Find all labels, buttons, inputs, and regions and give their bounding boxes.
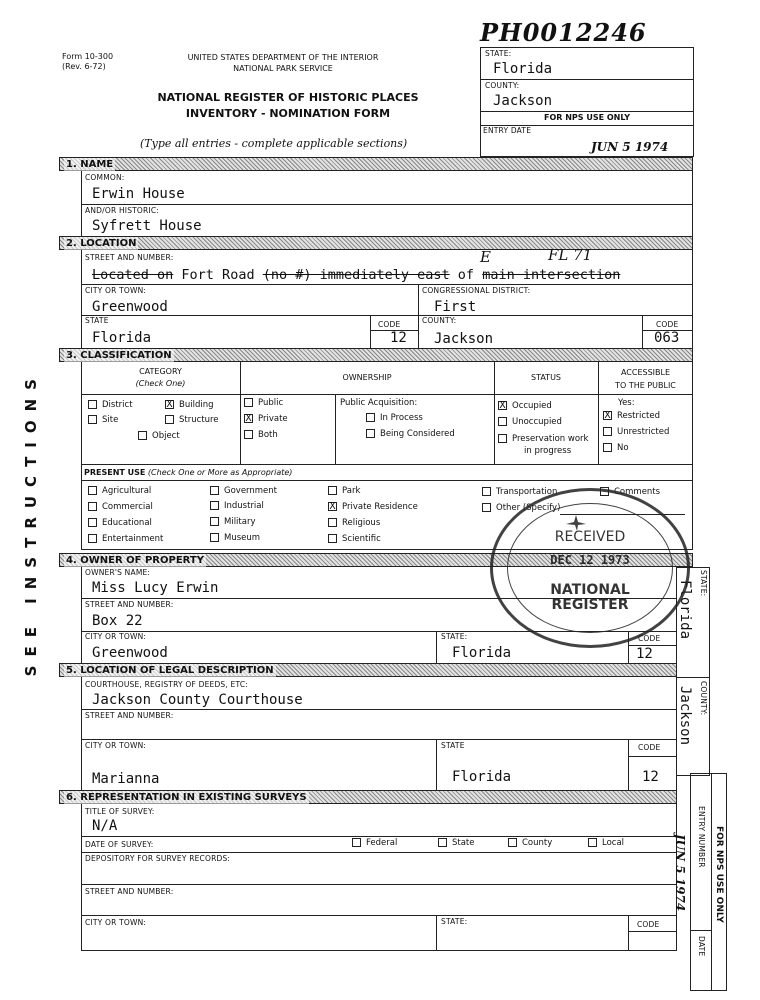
label-structure: Structure (179, 415, 219, 425)
survey-street-label: STREET AND NUMBER: (85, 887, 174, 896)
survey-date-label: DATE OF SURVEY: (85, 840, 154, 849)
county-code-value: 063 (654, 330, 680, 346)
checkbox-survey-state[interactable] (438, 838, 447, 847)
checkbox-preservation[interactable] (498, 434, 507, 443)
legal-street-label: STREET AND NUMBER: (85, 711, 174, 720)
street-struck-3: main intersection (482, 267, 621, 283)
option-restricted[interactable] (603, 411, 660, 421)
checkbox-government[interactable] (210, 486, 219, 495)
option-both[interactable] (244, 430, 278, 440)
checkbox-park[interactable] (328, 486, 337, 495)
state-label: STATE (85, 316, 109, 325)
section6-title: 6. REPRESENTATION IN EXISTING SURVEYS (66, 792, 307, 803)
stamp-line2: REGISTER (551, 597, 629, 613)
form-number (62, 52, 113, 72)
checkbox-restricted[interactable]: X (604, 410, 611, 421)
label-park: Park (342, 486, 361, 496)
option-private[interactable] (244, 414, 288, 424)
use-government[interactable] (210, 486, 277, 496)
survey-federal[interactable] (352, 838, 397, 848)
label-site: Site (102, 415, 119, 425)
street-struck-2: (no #) immediately east (262, 267, 450, 283)
use-military[interactable] (210, 517, 256, 527)
present-use-note: (Check One or More as Appropriate) (147, 468, 293, 477)
state-code-label: CODE (378, 320, 401, 329)
form-title-line2: INVENTORY - NOMINATION FORM (185, 107, 391, 120)
nps-top-box (480, 47, 694, 157)
survey-local[interactable] (588, 838, 624, 848)
margin-state-value: Florida (677, 580, 693, 640)
state-code-value: 12 (390, 330, 407, 346)
option-object[interactable] (138, 431, 180, 441)
street-address (92, 267, 620, 283)
use-museum[interactable] (210, 533, 260, 543)
label-museum: Museum (224, 533, 261, 543)
street-label: STREET AND NUMBER: (85, 253, 174, 262)
checkbox-educational[interactable] (88, 518, 97, 527)
label-military: Military (224, 517, 256, 527)
section5-band (59, 663, 677, 677)
form-no-text: Form 10-300 (62, 52, 114, 61)
checkbox-unoccupied[interactable] (498, 417, 507, 426)
public-acquisition-label: Public Acquisition: (340, 398, 418, 408)
category-header-2: (Check One) (135, 379, 186, 388)
county-code-label: CODE (656, 320, 679, 329)
label-survey-local: Local (602, 838, 625, 848)
courthouse-value: Jackson County Courthouse (92, 692, 303, 708)
historic-label: AND/OR HISTORIC: (85, 206, 160, 215)
top-state-value: Florida (493, 61, 553, 77)
margin-date-label: DATE (697, 936, 706, 957)
agency-heading (148, 52, 418, 74)
margin-county-value: Jackson (677, 686, 693, 746)
stamp-date: DEC 12 1973 (550, 553, 630, 567)
legal-code-label: CODE (638, 743, 661, 752)
margin-county-label: COUNTY: (699, 681, 708, 716)
label-federal: Federal (366, 838, 398, 848)
checkbox-commercial[interactable] (88, 502, 97, 511)
state-value: Florida (92, 330, 152, 346)
owner-state-label: STATE: (441, 632, 468, 641)
form-title (108, 90, 468, 122)
option-preservation-work[interactable] (498, 433, 588, 457)
label-both: Both (258, 430, 278, 440)
use-private-residence[interactable] (328, 502, 418, 512)
label-being-considered: Being Considered (380, 429, 455, 439)
entry-date-label: ENTRY DATE (483, 126, 532, 135)
status-header: STATUS (530, 373, 561, 382)
use-agricultural[interactable] (88, 486, 151, 496)
category-header (81, 366, 240, 390)
historic-name: Syfrett House (92, 218, 202, 234)
courthouse-label: COURTHOUSE, REGISTRY OF DEEDS, ETC: (85, 680, 248, 689)
option-district[interactable] (88, 400, 133, 410)
received-stamp (490, 488, 690, 648)
section2-title: 2. LOCATION (66, 238, 137, 249)
margin-nps-label: FOR NPS USE ONLY (714, 826, 724, 923)
top-state-label: STATE: (485, 49, 512, 58)
ownership-header: OWNERSHIP (342, 373, 392, 382)
survey-city-label: CITY OR TOWN: (85, 918, 147, 927)
label-building: Building (179, 400, 214, 410)
checkbox-object[interactable] (138, 431, 147, 440)
checkbox-building[interactable]: X (166, 399, 173, 410)
present-use-header (84, 468, 292, 477)
checkbox-occupied[interactable]: X (499, 400, 506, 411)
label-entertainment: Entertainment (102, 534, 164, 544)
handwritten-e: E (480, 248, 491, 266)
survey-code-label: CODE (637, 920, 660, 929)
legal-code: 12 (642, 769, 659, 785)
label-survey-state: State (452, 838, 475, 848)
access-yes-label: Yes: (618, 398, 635, 408)
city-label: CITY OR TOWN: (85, 286, 147, 295)
owner-code: 12 (636, 646, 653, 662)
section1-title: 1. NAME (66, 159, 114, 170)
label-unoccupied: Unoccupied (512, 417, 562, 427)
checkbox-industrial[interactable] (210, 501, 219, 510)
label-religious: Religious (342, 518, 381, 528)
checkbox-military[interactable] (210, 517, 219, 526)
see-instructions-side: SEE INSTRUCTIONS (22, 370, 40, 677)
label-educational: Educational (102, 518, 152, 528)
label-object: Object (152, 431, 180, 441)
access-header-1: ACCESSIBLE (620, 368, 671, 377)
label-restricted: Restricted (617, 411, 661, 421)
option-occupied[interactable] (498, 401, 552, 411)
use-commercial[interactable] (88, 502, 153, 512)
section4-title: 4. OWNER OF PROPERTY (66, 555, 204, 566)
owner-city-label: CITY OR TOWN: (85, 632, 147, 641)
form-rev-text: (Rev. 6-72) (62, 62, 106, 71)
congress-label: CONGRESSIONAL DISTRICT: (422, 286, 531, 295)
checkbox-district[interactable] (88, 400, 97, 409)
top-county-label: COUNTY: (485, 81, 520, 90)
checkbox-both[interactable] (244, 430, 253, 439)
checkbox-museum[interactable] (210, 533, 219, 542)
survey-state[interactable] (438, 838, 475, 848)
label-comments: Comments (614, 487, 661, 497)
section3-title: 3. CLASSIFICATION (66, 350, 172, 361)
checkbox-survey-local[interactable] (588, 838, 597, 847)
checkbox-in-process[interactable] (366, 413, 375, 422)
county-label: COUNTY: (422, 316, 457, 325)
checkbox-entertainment[interactable] (88, 534, 97, 543)
section5-title: 5. LOCATION OF LEGAL DESCRIPTION (66, 665, 274, 676)
label-public: Public (258, 398, 284, 408)
checkbox-unrestricted[interactable] (603, 427, 612, 436)
service-text: NATIONAL PARK SERVICE (233, 64, 333, 73)
stamp-national-register (493, 583, 687, 613)
handwritten-fl71: FL 71 (548, 246, 593, 264)
street-plain: Fort Road (181, 267, 255, 283)
label-no: No (617, 443, 629, 453)
street-struck-1: Located on (92, 267, 174, 283)
margin-entry-number: ENTRY NUMBER (697, 806, 706, 868)
top-county-value: Jackson (493, 93, 553, 109)
owner-name: Miss Lucy Erwin (92, 580, 219, 596)
checkbox-transportation[interactable] (482, 487, 491, 496)
checkbox-survey-county[interactable] (508, 838, 517, 847)
dept-text: UNITED STATES DEPARTMENT OF THE INTERIOR (187, 53, 379, 62)
checkbox-other[interactable] (482, 503, 491, 512)
label-in-process: In Process (380, 413, 423, 423)
section3-band (59, 348, 693, 362)
category-header-1: CATEGORY (139, 367, 182, 376)
checkbox-structure[interactable] (165, 415, 174, 424)
checkbox-site[interactable] (88, 415, 97, 424)
checkbox-scientific[interactable] (328, 534, 337, 543)
street-of: of (457, 267, 475, 283)
label-other: Other (Specify) (496, 503, 561, 513)
entry-date-value: JUN 5 1974 (591, 140, 669, 154)
owner-code-label: CODE (638, 634, 661, 643)
label-commercial: Commercial (102, 502, 153, 512)
present-use-title: PRESENT USE (84, 468, 146, 477)
option-unrestricted[interactable] (603, 427, 669, 437)
legal-state: Florida (452, 769, 512, 785)
margin-state-label: STATE: (699, 570, 708, 597)
section6-band (59, 790, 677, 804)
owner-street-label: STREET AND NUMBER: (85, 600, 174, 609)
access-header (598, 366, 693, 392)
owner-city: Greenwood (92, 645, 168, 661)
section1-band (59, 157, 693, 171)
instructions-text: (Type all entries - complete applicable sections) (140, 137, 408, 150)
use-entertainment[interactable] (88, 534, 163, 544)
checkbox-agricultural[interactable] (88, 486, 97, 495)
owner-state: Florida (452, 645, 512, 661)
depository-label: DEPOSITORY FOR SURVEY RECORDS: (85, 854, 231, 863)
legal-state-label: STATE (441, 741, 465, 750)
common-name: Erwin House (92, 186, 185, 202)
survey-title-value: N/A (92, 818, 118, 834)
label-private: Private (258, 414, 288, 424)
stamp-line1: NATIONAL (550, 582, 630, 598)
label-preservation-2: in progress (524, 446, 572, 456)
checkbox-private[interactable]: X (245, 413, 252, 424)
label-preservation-1: Preservation work (512, 434, 589, 444)
city-value: Greenwood (92, 299, 168, 315)
owner-street: Box 22 (92, 613, 143, 629)
label-transportation: Transportation (496, 487, 558, 497)
margin-stamp-date: JUN 5 1974 (673, 834, 687, 912)
checkbox-private-residence[interactable]: X (329, 501, 336, 512)
label-private-residence: Private Residence (342, 502, 418, 512)
option-structure[interactable] (165, 415, 219, 425)
legal-city-label: CITY OR TOWN: (85, 741, 147, 750)
use-educational[interactable] (88, 518, 152, 528)
option-in-process[interactable] (366, 413, 423, 423)
survey-county[interactable] (508, 838, 552, 848)
use-industrial[interactable] (210, 501, 264, 511)
checkbox-federal[interactable] (352, 838, 361, 847)
common-label: COMMON: (85, 173, 125, 182)
option-unoccupied[interactable] (498, 417, 562, 427)
option-being-considered[interactable] (366, 429, 455, 439)
option-public[interactable] (244, 398, 283, 408)
option-no[interactable] (603, 443, 629, 453)
owner-name-label: OWNER'S NAME: (85, 568, 151, 577)
access-header-2: TO THE PUBLIC (615, 381, 676, 390)
checkbox-being-considered[interactable] (366, 429, 375, 438)
use-religious[interactable] (328, 518, 380, 528)
legal-city: Marianna (92, 771, 160, 787)
reference-number: PH0012246 (480, 18, 647, 47)
form-title-line1: NATIONAL REGISTER OF HISTORIC PLACES (157, 91, 419, 104)
label-district: District (102, 400, 133, 410)
label-unrestricted: Unrestricted (617, 427, 670, 437)
label-agricultural: Agricultural (102, 486, 152, 496)
nps-use-only: FOR NPS USE ONLY (544, 113, 630, 122)
use-scientific[interactable] (328, 534, 381, 544)
label-government: Government (224, 486, 278, 496)
use-park[interactable] (328, 486, 360, 496)
label-scientific: Scientific (342, 534, 381, 544)
label-occupied: Occupied (512, 401, 552, 411)
congress-value: First (434, 299, 477, 315)
checkbox-public[interactable] (244, 398, 253, 407)
stamp-received: RECEIVED (554, 529, 626, 545)
option-building[interactable] (165, 400, 213, 410)
section2-band (59, 236, 693, 250)
county-value: Jackson (434, 331, 494, 347)
label-industrial: Industrial (224, 501, 264, 511)
label-survey-county: County (522, 838, 553, 848)
checkbox-no[interactable] (603, 443, 612, 452)
survey-title-label: TITLE OF SURVEY: (85, 807, 155, 816)
survey-state-label: STATE: (441, 917, 468, 926)
option-site[interactable] (88, 415, 118, 425)
checkbox-religious[interactable] (328, 518, 337, 527)
